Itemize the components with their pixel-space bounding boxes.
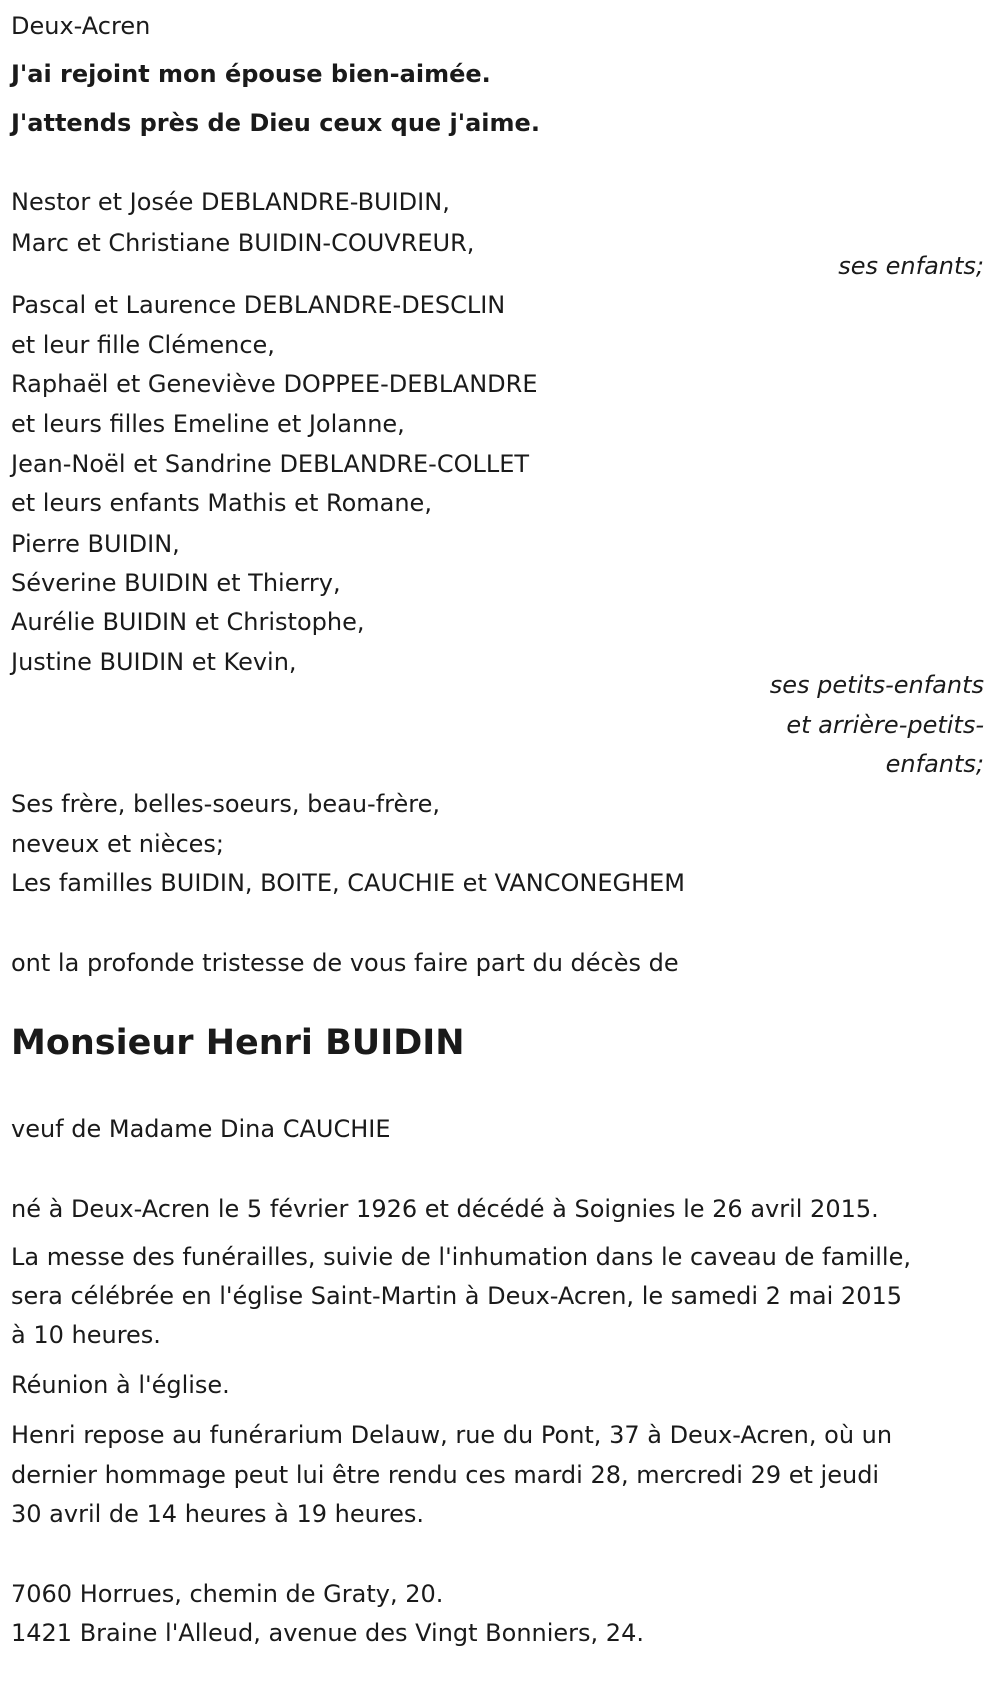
child-entry: Marc et Christiane BUIDIN-COUVREUR, bbox=[11, 229, 475, 257]
widower-note: veuf de Madame Dina CAUCHIE bbox=[11, 1115, 391, 1143]
grandchildren-label: et arrière-petits- bbox=[786, 711, 984, 739]
grandchild-entry: Raphaël et Geneviève DOPPEE-DEBLANDRE bbox=[11, 370, 538, 398]
grandchild-entry: et leurs enfants Mathis et Romane, bbox=[11, 489, 432, 517]
grandchild-entry: Pascal et Laurence DEBLANDRE-DESCLIN bbox=[11, 291, 506, 319]
mass-line: La messe des funérailles, suivie de l'inhumation dans le caveau de famille, bbox=[11, 1243, 911, 1271]
family-entry: Ses frère, belles-soeurs, beau-frère, bbox=[11, 790, 440, 818]
grandchild-entry: et leurs filles Emeline et Jolanne, bbox=[11, 410, 405, 438]
family-entry: neveux et nièces; bbox=[11, 830, 224, 858]
place: Deux-Acren bbox=[11, 12, 151, 40]
children-label: ses enfants; bbox=[838, 252, 984, 280]
family-entry: Les familles BUIDIN, BOITE, CAUCHIE et VANCONEGHEM bbox=[11, 869, 686, 897]
visitation-line: dernier hommage peut lui être rendu ces mardi 28, mercredi 29 et jeudi bbox=[11, 1461, 880, 1489]
grandchild-entry: Séverine BUIDIN et Thierry, bbox=[11, 569, 341, 597]
visitation-line: Henri repose au funérarium Delauw, rue du Pont, 37 à Deux-Acren, où un bbox=[11, 1421, 893, 1449]
deceased-name: Monsieur Henri BUIDIN bbox=[11, 1023, 465, 1063]
mass-line: à 10 heures. bbox=[11, 1321, 161, 1349]
address: 7060 Horrues, chemin de Graty, 20. bbox=[11, 1580, 444, 1608]
mass-line: sera célébrée en l'église Saint-Martin à Deux-Acren, le samedi 2 mai 2015 bbox=[11, 1282, 902, 1310]
visitation-line: 30 avril de 14 heures à 19 heures. bbox=[11, 1500, 425, 1528]
grandchild-entry: Aurélie BUIDIN et Christophe, bbox=[11, 608, 365, 636]
address: 1421 Braine l'Alleud, avenue des Vingt Bonniers, 24. bbox=[11, 1619, 644, 1647]
child-entry: Nestor et Josée DEBLANDRE-BUIDIN, bbox=[11, 188, 450, 216]
announcement: ont la profonde tristesse de vous faire part du décès de bbox=[11, 949, 679, 977]
quote-line: J'attends près de Dieu ceux que j'aime. bbox=[11, 109, 540, 137]
grandchild-entry: Jean-Noël et Sandrine DEBLANDRE-COLLET bbox=[11, 450, 530, 478]
grandchild-entry: et leur fille Clémence, bbox=[11, 331, 275, 359]
grandchild-entry: Pierre BUIDIN, bbox=[11, 530, 180, 558]
grandchildren-label: ses petits-enfants bbox=[769, 671, 984, 699]
grandchildren-label: enfants; bbox=[885, 750, 984, 778]
grandchild-entry: Justine BUIDIN et Kevin, bbox=[11, 648, 297, 676]
dates: né à Deux-Acren le 5 février 1926 et décédé à Soignies le 26 avril 2015. bbox=[11, 1195, 879, 1223]
quote-line: J'ai rejoint mon épouse bien-aimée. bbox=[11, 60, 491, 88]
meeting: Réunion à l'église. bbox=[11, 1371, 230, 1399]
